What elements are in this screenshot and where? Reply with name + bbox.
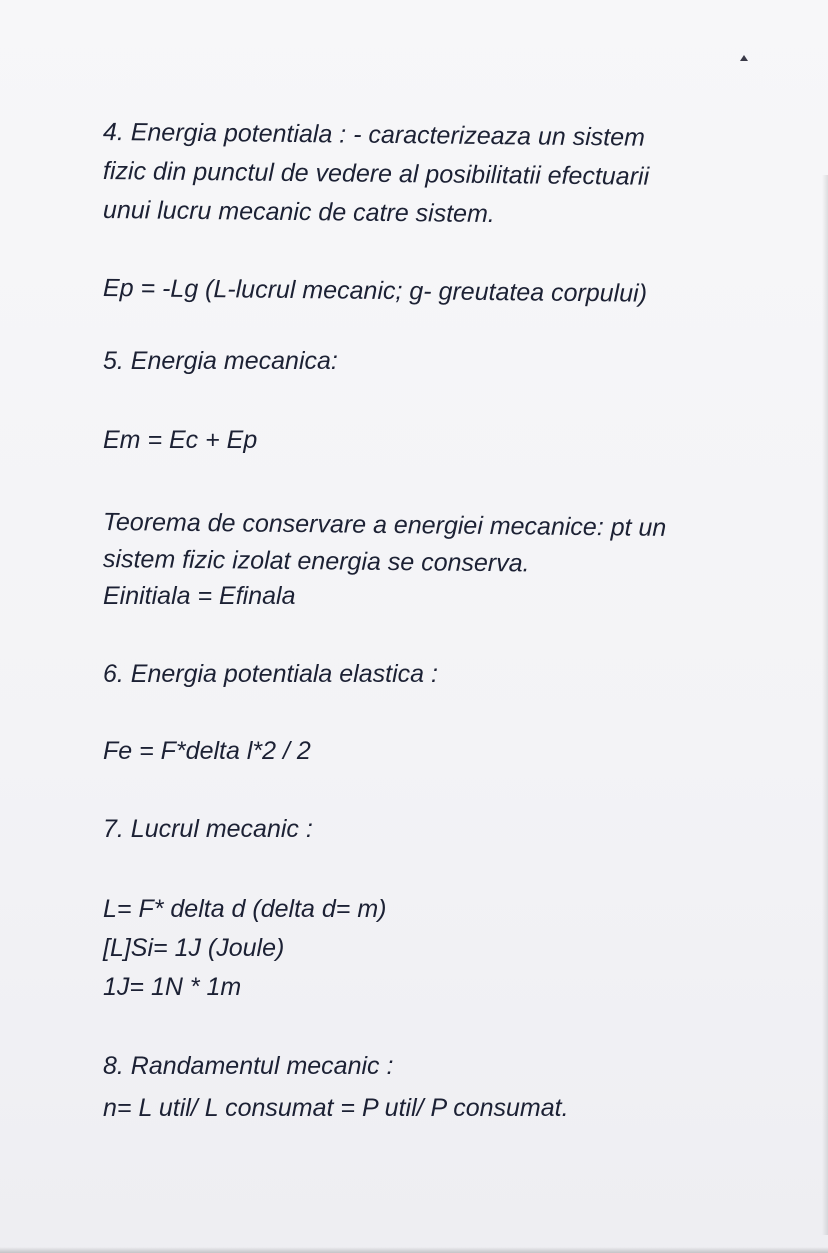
section-4-text-line3: unui lucru mecanic de catre sistem. xyxy=(102,196,495,229)
section-5-theorem-line2: sistem fizic izolat energia se conserva. xyxy=(102,545,530,578)
section-8-formula: n= L util/ L consumat = P util/ P consumat. xyxy=(103,1094,569,1122)
section-7-formula-2: [L]Si= 1J (Joule) xyxy=(103,934,285,962)
section-4-formula: Ep = -Lg (L-lucrul mecanic; g- greutatea corpului) xyxy=(102,274,648,308)
corner-mark-icon xyxy=(740,55,748,61)
section-5-theorem-formula: Einitiala = Efinala xyxy=(103,582,296,610)
section-5-heading: 5. Energia mecanica: xyxy=(103,347,338,375)
section-7-formula-3: 1J= 1N * 1m xyxy=(103,973,242,1001)
section-5-theorem-line1: Teorema de conservare a energiei mecanice: pt un xyxy=(102,508,667,542)
section-8-heading: 8. Randamentul mecanic : xyxy=(103,1052,394,1080)
section-6-heading: 6. Energia potentiala elastica : xyxy=(103,660,438,688)
section-6-formula: Fe = F*delta l*2 / 2 xyxy=(103,737,311,765)
section-4-heading: 4. Energia potentiala : - caracterizeaza un sistem xyxy=(102,118,646,152)
section-4-text-line2: fizic din punctul de vedere al posibilitatii efectuarii xyxy=(102,157,650,191)
section-5-formula: Em = Ec + Ep xyxy=(103,426,258,454)
section-7-heading: 7. Lucrul mecanic : xyxy=(103,815,313,843)
section-7-formula-1: L= F* delta d (delta d= m) xyxy=(103,895,387,923)
